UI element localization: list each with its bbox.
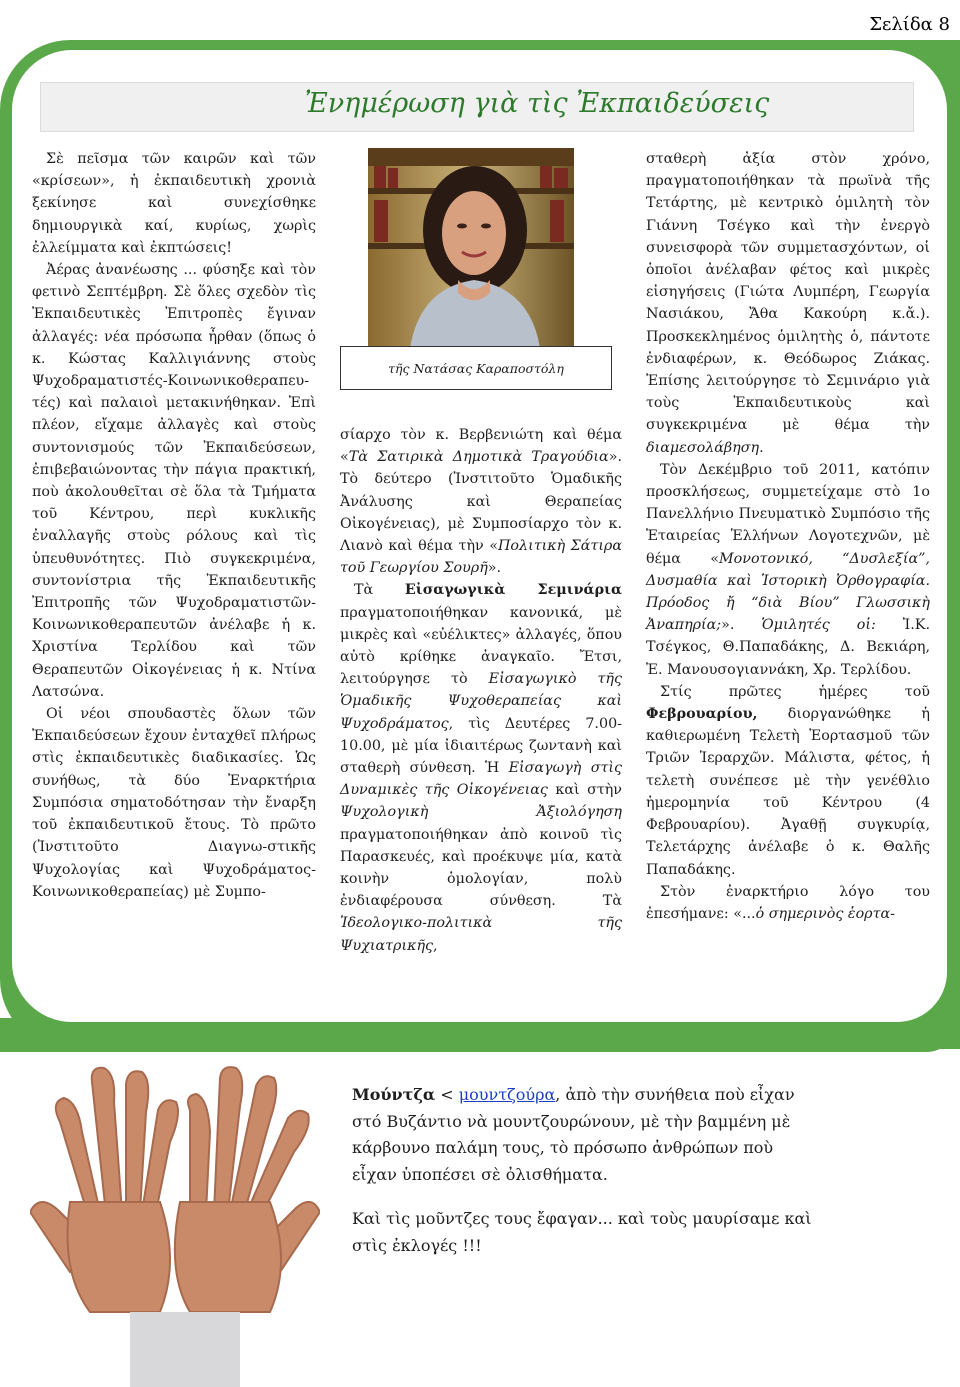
text-run: .	[759, 439, 764, 456]
paragraph: Καὶ τὶς μοῦντζες τους ἔφαγαν... καὶ τοὺς μαυρίσαμε καὶ στὶς ἐκλογές !!!	[352, 1209, 812, 1255]
paragraph	[340, 424, 622, 579]
paragraph	[646, 881, 930, 925]
paragraph	[352, 1082, 822, 1188]
text-run: σίαρχο τὸν κ. Βερβενιώτη καὶ θέμα «	[340, 427, 622, 466]
paragraph	[646, 459, 930, 681]
text-run: ».	[721, 617, 762, 634]
text-run: ὁ σημερινὸς ἑορτα-	[755, 905, 895, 922]
page-number: Σελίδα 8	[869, 14, 950, 35]
column-2	[340, 424, 622, 957]
text-run: καὶ στὴν	[547, 782, 622, 799]
text-run: <	[435, 1085, 459, 1104]
text-run: Εἰσαγωγικὰ Σεμινάρια	[404, 582, 622, 599]
text-run: Τὰ Σατιρικὰ Δημοτικὰ Τραγούδια	[348, 449, 609, 466]
text-run: Τὰ	[354, 582, 405, 599]
text-run: Πολιτικὴ Σάτιρα τοῦ Γεωργίου Σουρῆ	[340, 538, 622, 577]
paragraph: Σὲ πεῖσμα τῶν καιρῶν καὶ τῶν «κρίσεων», ἡ ἐκπαιδευτικὴ χρονιὰ ξεκίνησε καὶ συνεχίσθηκε δημιουργικὰ καί, κυρίως, χωρὶς ἐλλείμματα καὶ ἐκπτώσεις!	[32, 151, 316, 256]
page-title: Ἐνημέρωση γιὰ τὶς Ἐκπαιδεύσεις	[304, 88, 770, 119]
text-run: Ἰδεολογικο-πολιτικὰ τῆς Ψυχιατρικῆς	[340, 915, 622, 954]
text-run: , ἀπὸ τὴν συνήθεια ποὺ εἶχαν στό Βυζάντιο νὰ μουντζουρώνουν, μὲ τὴν βαμμένη μὲ κάρβουνο παλάμη τους, τὸ πρόσωπο ἀνθρώπων ποὺ εἶχαν ὑποπέσει σὲ ὀλισθήματα.	[352, 1085, 795, 1184]
text-run: σταθερὴ ἀξία στὸν χρόνο, πραγματοποιήθηκαν τὰ πρωϊνὰ τῆς Τετάρτης, μὲ κεντρικὸ ὁμιλητὴ τὸν Γιάννη Τσέγκο καὶ τὴν ἐνεργὸ συνεισφορὰ τῶν συμμετασχόντων, οἱ ὁποῖοι ἀνέλαβαν φέτος καὶ μικρὲς εἰσηγήσεις (Γιώτα Λυμπέρη, Γεωργία Νασιάκου, Ἄθα Κακούρη κ.ἄ.). Προσκεκλημένος ὁμιλητὴς ὁ, πάντοτε ἐνδιαφέρων, κ. Θεόδωρος Ζιάκας. Ἐπίσης λειτούργησε τὸ Σεμινάριο γιὰ τοὺς Ἐκπαιδευτικοὺς καὶ συγκεκριμένα μὲ θέμα τὴν	[646, 151, 930, 434]
text-run: Μονοτονικό, “Δυσλεξία”, Δυσμαθία καὶ Ἱστορικὴ Ὀρθογραφία. Πρόοδος ἤ “διὰ Βίου” Γλωσσικὴ Ἀναπηρία;	[646, 550, 930, 634]
text-run: πραγματοποιήθηκαν κανονικά, μὲ μικρὲς καὶ «εὐέλικτες» ἀλλαγές, ὅπου αὐτὸ κρίθηκε ἀναγκαῖο. Ἔτσι, λειτούργησε τὸ	[340, 604, 622, 688]
portrait-image	[340, 148, 620, 348]
green-frame-bottom	[0, 1018, 960, 1052]
text-run: ,	[433, 937, 438, 954]
text-run: Ψυχολογικὴ Ἀξιολόγηση	[340, 804, 622, 821]
paragraph	[646, 681, 930, 881]
text-run: Εἰσαγωγικὸ τῆς Ὁμαδικῆς Ψυχοθεραπείας καὶ Ψυχοδράματος	[340, 671, 622, 732]
paragraph: Ἀέρας ἀνανέωσης ... φύσηξε καὶ τὸν φετινὸ Σεπτέμβρη. Σὲ ὅλες σχεδὸν τὶς Ἐκπαιδευτικὲς Ἐπιτροπὲς ἔγιναν ἀλλαγές: νέα πρόσωπα ἦρθαν (ὅπως ὁ κ. Κώστας Καλλιγιάννης στοὺς Ψυχοδραματιστές-Κοινωνικοθεραπευ-τές) καὶ παλαιοὶ μετακινήθηκαν. Ἐπὶ πλέον, εἴχαμε ἀλλαγὲς καὶ στοὺς συντονισμούς τῶν Ἐκπαιδεύσεων, ἐπιβεβαιώνοντας τὴν πάγια πρακτική, ποὺ ἀκολουθεῖται σὲ ὅλα τὰ Τμήματα τοῦ Κέντρου, περὶ κυκλικῆς ἐναλλαγῆς στοὺς ρόλους καὶ τὶς ὑπευθυνότητες. Πιὸ συγκεκριμένα, συντονίστρια τῆς Ἐκπαιδευτικῆς Ἐπιτροπῆς τῶν Ψυχοδραματιστῶν-Κοινωνικοθεραπευτῶν ἀνέλαβε ἡ κ. Χριστίνα Τερλίδου καὶ τῶν Θεραπευτῶν Οἰκογένειας ἡ κ. Ντίνα Λατσώνα.	[32, 262, 316, 700]
text-run: Ὁμιλητές οἱ:	[761, 617, 876, 634]
text-run: ». Τὸ δεύτερο (Ἰνστιτοῦτο Ὁμαδικῆς Ἀνάλυσης καὶ Θεραπείας Οἰκογένειας), μὲ Συμποσίαρχο τὸν κ. Λιανὸ καὶ θέμα τὴν «	[340, 449, 622, 555]
text-run: Ἰ.Κ. Τσέγκος, Θ.Παπαδάκης, Δ. Βεκιάρη, Ἑ. Μανουσογιαννάκη, Χρ. Τερλίδου.	[646, 617, 930, 678]
text-run: Στὸν ἐναρκτήριο λόγο του ἐπεσήμανε: «...	[646, 883, 930, 922]
paragraph: Οἱ νέοι σπουδαστὲς ὅλων τῶν Ἐκπαιδεύσεων ἔχουν ἐνταχθεῖ πλήρως στὶς ἐκπαιδευτικὲς διαδικασίες. Ὡς συνήθως, τὰ δύο Ἐναρκτήρια Συμπόσια σηματοδότησαν τὴν ἔναρξη τοῦ ἐκπαιδευτικοῦ ἔτους. Τὸ πρῶτο (Ἰνστιτοῦτο Διαγνω-στικῆς Ψυχολογίας καὶ Ψυχοδράματος-Κοινωνικοθεραπείας) μὲ Συμπο-	[32, 706, 316, 900]
column-3	[646, 148, 930, 925]
text-run: Εἰσαγωγὴ στὶς Δυναμικὲς τῆς Οἰκογένειας	[340, 760, 622, 799]
column-1	[32, 148, 316, 903]
text-run: Φεβρουαρίου,	[646, 706, 758, 723]
footnote	[352, 1082, 822, 1277]
hand-gesture-image	[30, 1062, 320, 1387]
text-run: πραγματοποιήθηκαν ἀπὸ κοινοῦ τὶς Παρασκευές, καὶ προέκυψε μία, κατὰ κοινὴν ὁμολογίαν, πολὺ ἐνδιαφέρουσα σύνθεση. Τὰ	[340, 826, 622, 910]
paragraph	[340, 579, 622, 956]
photo-caption: τῆς Νατάσας Καραποστόλη	[340, 346, 612, 390]
mountzoura-link[interactable]: μουντζούρα	[458, 1085, 556, 1104]
paragraph	[646, 148, 930, 459]
text-run: Τὸν Δεκέμβριο τοῦ 2011, κατόπιν προσκλήσεως, συμμετείχαμε στὸ 1ο Πανελλήνιο Πνευματικὸ Συμπόσιο τῆς Ἑταιρείας Ἑλλήνων Λογοτεχνῶν, μὲ θέμα «	[646, 461, 930, 567]
text-run: διοργανώθηκε ἡ καθιερωμένη Τελετὴ Ἑορτασμοῦ τῶν Τριῶν Ἱεραρχῶν. Μάλιστα, φέτος, ἡ τελετὴ συνέπεσε μὲ τὴν γενέθλιο ἡμερομηνία τοῦ Κέντρου (4 Φεβρουαρίου). Ἀγαθῇ συγκυρίᾳ, Τελετάρχης ἀνέλαβε ὁ κ. Θαλῆς Παπαδάκης.	[646, 706, 930, 878]
text-run: ».	[487, 560, 502, 577]
text-run: , τὶς Δευτέρες 7.00-10.00, μὲ μία ἰδιαιτέρως ζωντανὴ καὶ σταθερὴ σύνθεση. Ἡ	[340, 715, 622, 777]
text-run: Στίς πρῶτες ἡμέρες τοῦ	[660, 683, 930, 700]
term: Μούντζα	[352, 1085, 436, 1104]
text-run: διαμεσολάβηση	[646, 439, 760, 456]
